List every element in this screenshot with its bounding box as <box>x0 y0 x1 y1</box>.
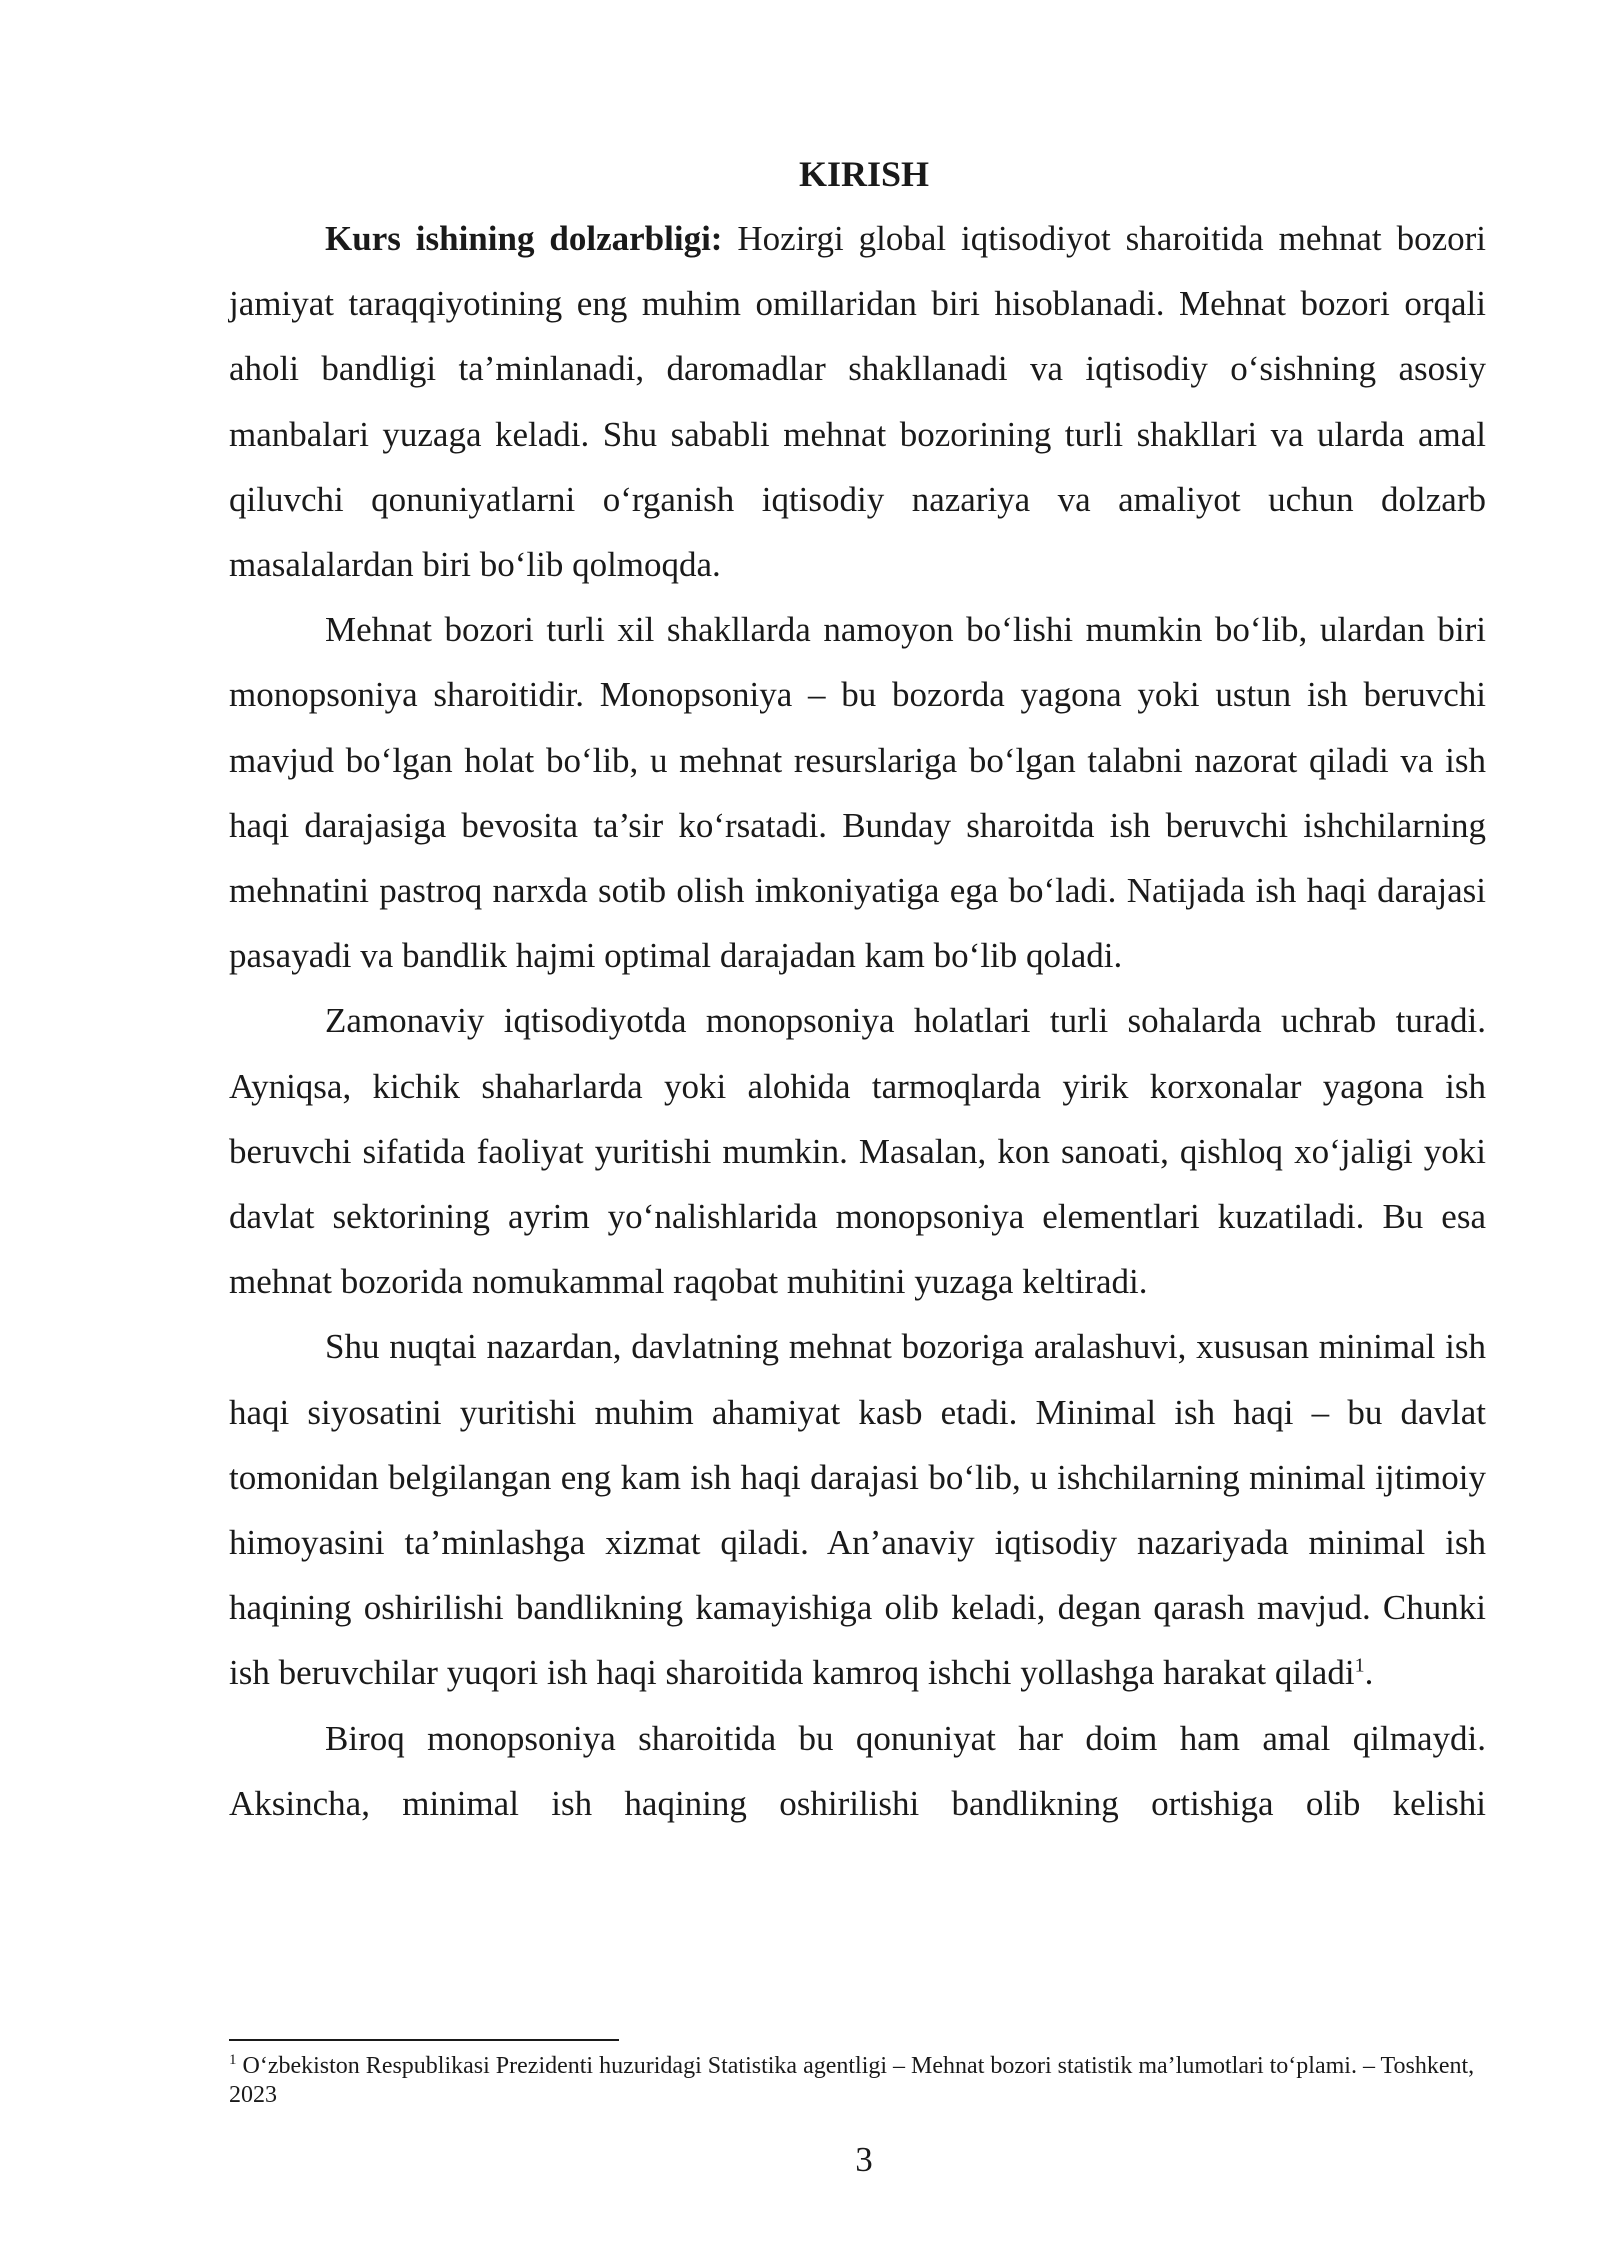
paragraph-text: Biroq monopsoniya sharoitida bu qonuniyat har doim ham amal qilmaydi. Aksincha, minimal ish haqining oshirilishi bandlikning ortishiga olib kelishi <box>229 1718 1486 1823</box>
footnote <box>229 2052 1486 2110</box>
paragraph-4 <box>229 1314 1486 1705</box>
footnote-text: O‘zbekiston Respublikasi Prezidenti huzuridagi Statistika agentligi – Mehnat bozori statistik ma’lumotlari to‘plami. – Toshkent, 2023 <box>229 2053 1475 2108</box>
paragraph-1 <box>229 206 1486 597</box>
page-heading: KIRISH <box>798 154 930 194</box>
footnote-marker: 1 <box>229 2052 237 2068</box>
paragraph-2 <box>229 597 1486 988</box>
paragraph-5 <box>229 1706 1486 1836</box>
paragraph-lead: Kurs ishining dolzarbligi: <box>325 219 723 258</box>
paragraph-text: Hozirgi global iqtisodiyot sharoitida mehnat bozori jamiyat taraqqiyotining eng muhim omillaridan biri hisoblanadi. Mehnat bozori orqali aholi bandligi ta’minlanadi, daromadlar shakllanadi va iqtisodiy o‘sishning asosiy manbalari yuzaga keladi. Shu sababli mehnat bozorining turli shakllari va ularda amal qiluvchi qonuniyatlarni o‘rganish iqtisodiy nazariya va amaliyot uchun dolzarb masalalardan biri bo‘lib qolmoqda. <box>229 219 1486 585</box>
paragraph-tail: . <box>1364 1653 1374 1693</box>
paragraph-text: Shu nuqtai nazardan, davlatning mehnat bozoriga aralashuvi, xususan minimal ish haqi siyosatini yuritishi muhim ahamiyat kasb etadi. Minimal ish haqi – bu davlat tomonidan belgilangan eng kam ish haqi darajasi bo‘lib, u ishchilarning minimal ijtimoiy himoyasini ta’minlashga xizmat qiladi. An’anaviy iqtisodiy nazariyada minimal ish haqining oshirilishi bandlikning kamayishiga olib keladi, degan qarash mavjud. Chunki ish beruvchilar yuqori ish haqi sharoitida kamroq ishchi yollashga harakat qiladi <box>229 1327 1486 1693</box>
footnote-separator <box>229 2039 619 2041</box>
paragraph-text: Zamonaviy iqtisodiyotda monopsoniya holatlari turli sohalarda uchrab turadi. Ayniqsa, kichik shaharlarda yoki alohida tarmoqlarda yirik korxonalar yagona ish beruvchi sifatida faoliyat yuritishi mumkin. Masalan, kon sanoati, qishloq xo‘jaligi yoki davlat sektorining ayrim yo‘nalishlarida monopsoniya elementlari kuzatiladi. Bu esa mehnat bozorida nomukammal raqobat muhitini yuzaga keltiradi. <box>229 1001 1486 1302</box>
body-text <box>229 206 1486 1836</box>
paragraph-text: Mehnat bozori turli xil shakllarda namoyon bo‘lishi mumkin bo‘lib, ulardan biri monopsoniya sharoitidir. Monopsoniya – bu bozorda yagona yoki ustun ish beruvchi mavjud bo‘lgan holat bo‘lib, u mehnat resurslariga bo‘lgan talabni nazorat qiladi va ish haqi darajasiga bevosita ta’sir ko‘rsatadi. Bunday sharoitda ish beruvchi ishchilarning mehnatini pastroq narxda sotib olish imkoniyatiga ega bo‘ladi. Natijada ish haqi darajasi pasayadi va bandlik hajmi optimal darajadan kam bo‘lib qoladi. <box>229 610 1486 976</box>
footnote-reference[interactable]: 1 <box>1354 1654 1365 1677</box>
paragraph-3 <box>229 988 1486 1314</box>
page-number: 3 <box>855 2140 873 2179</box>
